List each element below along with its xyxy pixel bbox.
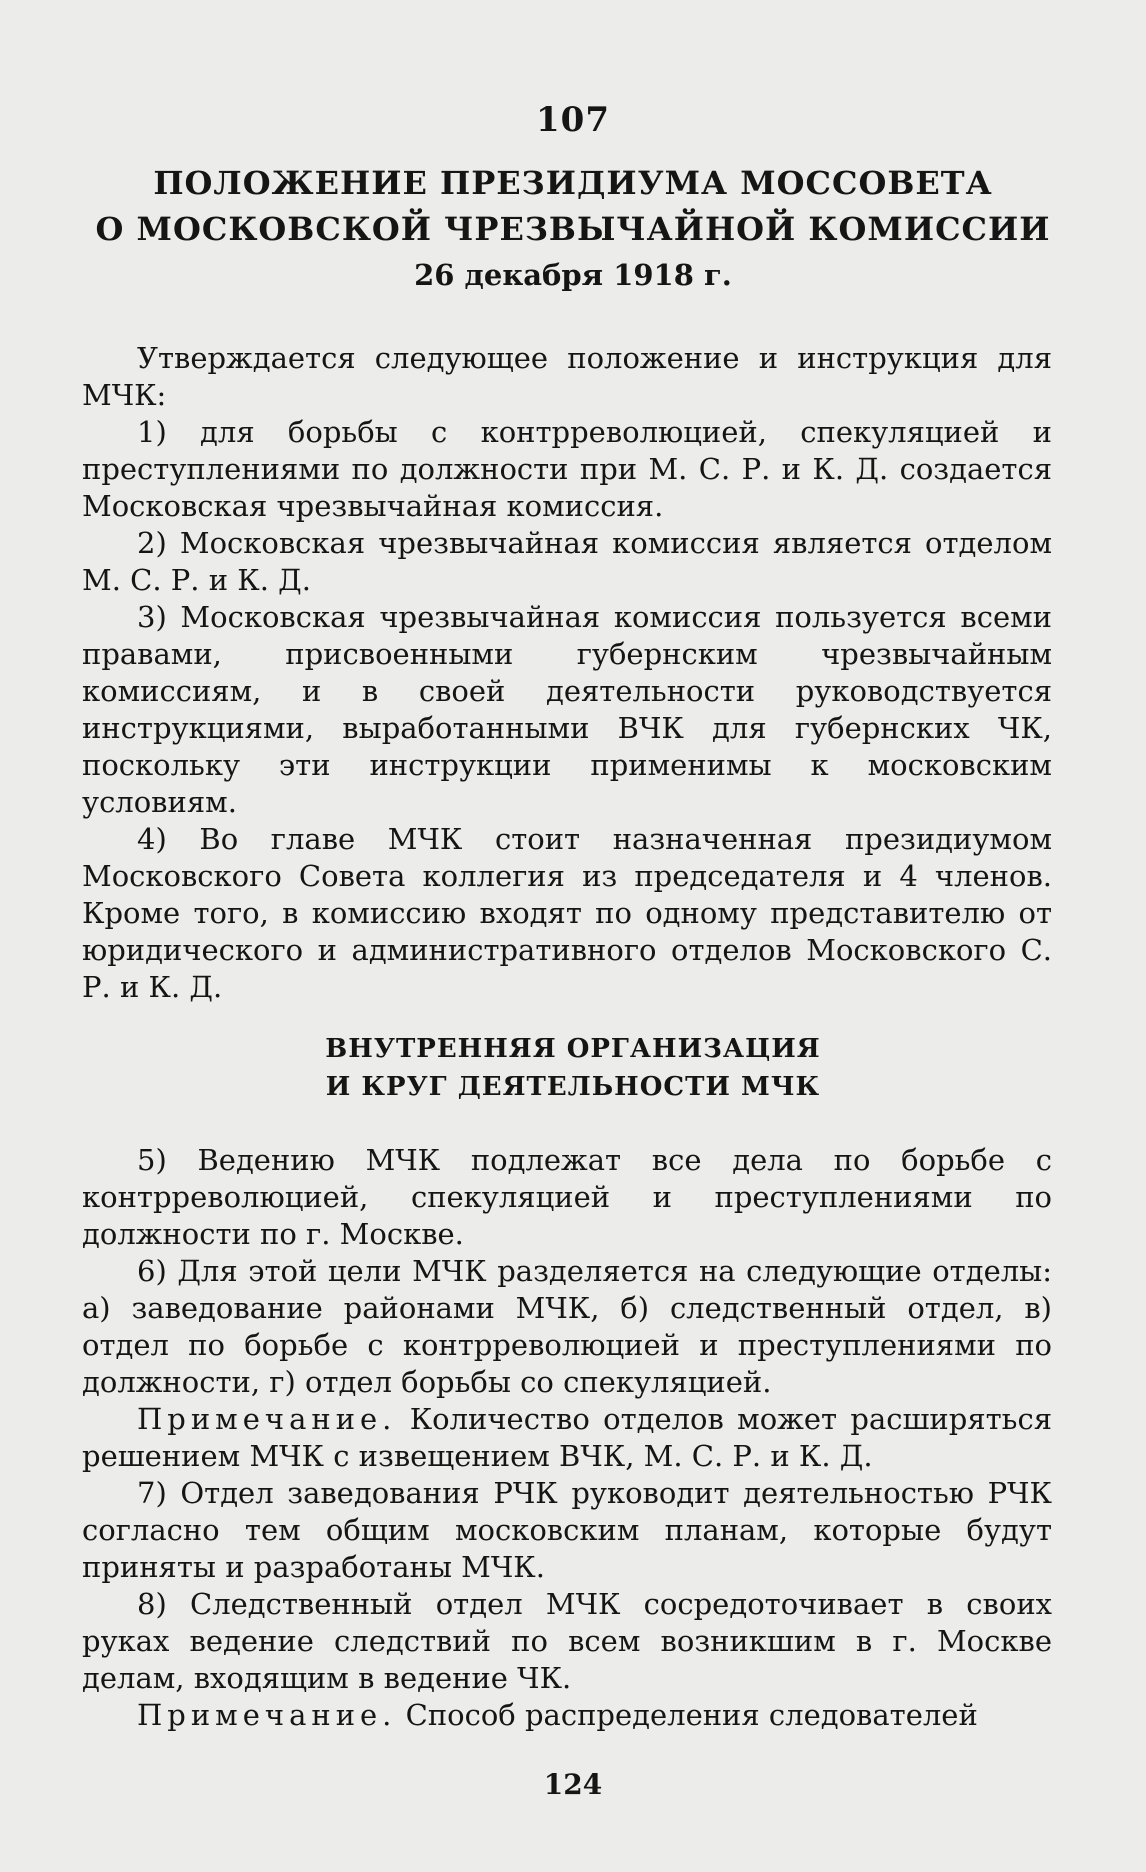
paragraph-6: 6) Для этой цели МЧК разделяется на следующие отделы: а) заведование районами МЧК, б) следственный отдел, в) отдел по борьбе с контрреволюцией и преступлениями по должности, г) отдел борьбы со спекуляцией. bbox=[82, 1254, 1052, 1399]
paragraph-8: 8) Следственный отдел МЧК сосредоточивает в своих руках ведение следствий по всем возникшим в г. Москве делам, входящим в ведение ЧК. bbox=[82, 1587, 1052, 1695]
section-heading bbox=[0, 1030, 1146, 1106]
paragraph-3: 3) Московская чрезвычайная комиссия пользуется всеми правами, присвоенными губернским чрезвычайным комиссиям, и в своей деятельности руководствуется инструкциями, выработанными ВЧК для губернских ЧК, поскольку эти инструкции применимы к московским условиям. bbox=[82, 600, 1052, 819]
note-2-text: Способ распределения следователей bbox=[396, 1698, 978, 1732]
note-2-label: Примечание. bbox=[137, 1698, 397, 1732]
section-heading-line-1: ВНУТРЕННЯЯ ОРГАНИЗАЦИЯ bbox=[325, 1034, 821, 1064]
title-line-2: О МОСКОВСКОЙ ЧРЕЗВЫЧАЙНОЙ КОМИССИИ bbox=[95, 210, 1051, 248]
part-1-body bbox=[82, 340, 1052, 1006]
section-heading-line-2: И КРУГ ДЕЯТЕЛЬНОСТИ МЧК bbox=[325, 1072, 821, 1102]
paragraph-4: 4) Во главе МЧК стоит назначенная президиумом Московского Совета коллегия из председателя и 4 членов. Кроме того, в комиссию входят по одному представителю от юридического и административного отделов Московского С. Р. и К. Д. bbox=[82, 822, 1052, 1004]
document-date: 26 декабря 1918 г. bbox=[414, 258, 732, 292]
paragraph-2: 2) Московская чрезвычайная комиссия является отделом М. С. Р. и К. Д. bbox=[82, 526, 1052, 597]
document-title bbox=[0, 160, 1146, 252]
part-2-body bbox=[82, 1142, 1052, 1734]
note-1-label: Примечание. bbox=[137, 1402, 397, 1436]
note-2 bbox=[82, 1697, 1052, 1734]
note-1 bbox=[82, 1401, 1052, 1475]
intro-paragraph: Утверждается следующее положение и инструкция для МЧК: bbox=[82, 341, 1052, 412]
paragraph-5: 5) Ведению МЧК подлежат все дела по борьбе с контрреволюцией, спекуляцией и преступлениями по должности по г. Москве. bbox=[82, 1143, 1052, 1251]
page-number: 124 bbox=[543, 1768, 603, 1801]
title-line-1: ПОЛОЖЕНИЕ ПРЕЗИДИУМА МОССОВЕТА bbox=[153, 164, 993, 202]
paragraph-1: 1) для борьбы с контрреволюцией, спекуляцией и преступлениями по должности при М. С. Р. и К. Д. создается Московская чрезвычайная комиссия. bbox=[82, 415, 1052, 523]
document-number: 107 bbox=[536, 100, 610, 140]
paragraph-7: 7) Отдел заведования РЧК руководит деятельностью РЧК согласно тем общим московским планам, которые будут приняты и разработаны МЧК. bbox=[82, 1476, 1052, 1584]
note-1-text: Количество отделов может расширяться решением МЧК с извещением ВЧК, М. С. Р. и К. Д. bbox=[82, 1402, 1052, 1473]
